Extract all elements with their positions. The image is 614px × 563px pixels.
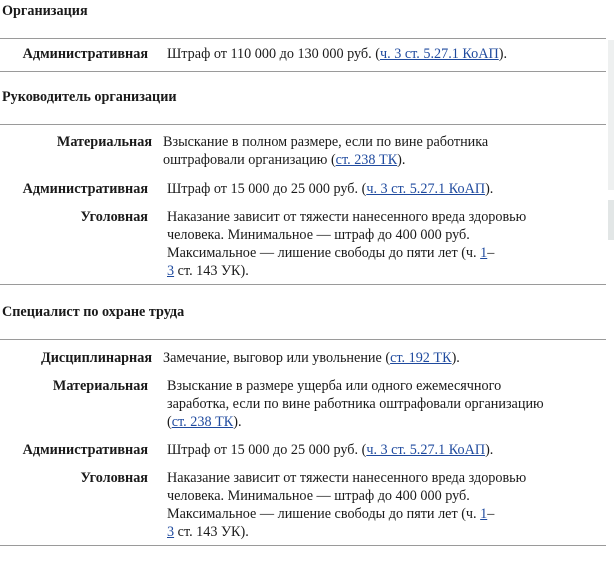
liability-description	[167, 469, 526, 541]
law-reference-link[interactable]: ч. 3 ст. 5.27.1 КоАП	[379, 46, 499, 62]
description-text: –	[487, 245, 495, 261]
description-text: Замечание, выговор или увольнение (	[163, 350, 391, 366]
description-text: ).	[451, 350, 460, 366]
liability-description	[167, 441, 493, 459]
description-line	[167, 395, 544, 413]
description-line	[167, 413, 544, 431]
liability-description	[167, 180, 493, 198]
law-reference-link[interactable]: ч. 3 ст. 5.27.1 КоАП	[366, 442, 486, 458]
description-text: Наказание зависит от тяжести нанесенного вреда здоровью	[167, 209, 527, 225]
description-line	[167, 487, 526, 505]
divider	[0, 38, 606, 39]
divider	[0, 545, 606, 546]
section-title: Специалист по охране труда	[2, 304, 185, 320]
liability-description	[167, 208, 526, 280]
description-text: заработка, если по вине работника оштрафовали организацию	[167, 396, 544, 412]
liability-description	[167, 45, 507, 63]
description-line	[163, 133, 488, 151]
description-line	[167, 45, 507, 63]
description-text: Максимальное — лишение свободы до пяти лет (ч.	[167, 245, 481, 261]
liability-type: Материальная	[56, 134, 152, 150]
section-title: Организация	[2, 3, 88, 19]
law-reference-link[interactable]: ч. 3 ст. 5.27.1 КоАП	[366, 181, 486, 197]
description-line	[167, 226, 526, 244]
section-title: Руководитель организации	[2, 89, 177, 105]
law-reference-link[interactable]: ст. 238 ТК	[335, 152, 398, 168]
description-text: оштрафовали организацию (	[163, 152, 336, 168]
description-text: ст. 143 УК).	[174, 263, 249, 279]
liability-description	[163, 133, 488, 169]
description-line	[167, 523, 526, 541]
description-text: Взыскание в полном размере, если по вине работника	[163, 134, 489, 150]
description-line	[167, 377, 544, 395]
liability-type: Административная	[22, 46, 148, 62]
law-reference-link[interactable]: ст. 192 ТК	[390, 350, 452, 366]
description-text: ).	[485, 181, 494, 197]
liability-description	[163, 349, 460, 367]
description-text: Штраф от 110 000 до 130 000 руб. (	[167, 46, 380, 62]
section-organization	[0, 2, 606, 20]
description-line	[167, 505, 526, 523]
description-text: ).	[397, 152, 406, 168]
description-text: ).	[485, 442, 494, 458]
law-reference-link[interactable]: 3	[167, 263, 175, 279]
description-line	[167, 180, 493, 198]
liability-type: Уголовная	[80, 470, 148, 486]
description-text: человека. Минимальное — штраф до 400 000 руб.	[167, 227, 470, 243]
description-text: человека. Минимальное — штраф до 400 000 руб.	[167, 488, 470, 504]
description-line	[167, 244, 526, 262]
description-text: ).	[498, 46, 507, 62]
description-text: Штраф от 15 000 до 25 000 руб. (	[167, 442, 367, 458]
description-line	[163, 151, 488, 169]
liability-type: Административная	[22, 181, 148, 197]
divider	[0, 284, 606, 285]
law-reference-link[interactable]: 1	[480, 245, 488, 261]
law-reference-link[interactable]: ст. 238 ТК	[171, 414, 234, 430]
description-text: –	[487, 506, 495, 522]
description-text: (	[167, 414, 172, 430]
description-line	[163, 349, 460, 367]
liability-type: Административная	[22, 442, 148, 458]
description-text: Наказание зависит от тяжести нанесенного вреда здоровью	[167, 470, 527, 486]
description-text: ст. 143 УК).	[174, 524, 249, 540]
description-text: Максимальное — лишение свободы до пяти лет (ч.	[167, 506, 481, 522]
divider	[0, 339, 606, 340]
liability-type: Материальная	[52, 378, 148, 394]
description-text: ).	[233, 414, 242, 430]
liability-description	[167, 377, 544, 431]
law-reference-link[interactable]: 3	[167, 524, 175, 540]
description-line	[167, 208, 526, 226]
description-text: Взыскание в размере ущерба или одного ежемесячного	[167, 378, 502, 394]
description-line	[167, 469, 526, 487]
section-safety-specialist	[0, 303, 606, 321]
liability-type: Дисциплинарная	[41, 350, 152, 366]
scrollbar-thumb[interactable]	[608, 200, 614, 240]
description-text: Штраф от 15 000 до 25 000 руб. (	[167, 181, 367, 197]
description-line	[167, 262, 526, 280]
scrollbar-track[interactable]	[608, 40, 614, 190]
law-reference-link[interactable]: 1	[480, 506, 488, 522]
liability-type: Уголовная	[80, 209, 148, 225]
section-head-of-organization	[0, 88, 606, 106]
description-line	[167, 441, 493, 459]
divider	[0, 124, 606, 125]
divider	[0, 71, 606, 72]
